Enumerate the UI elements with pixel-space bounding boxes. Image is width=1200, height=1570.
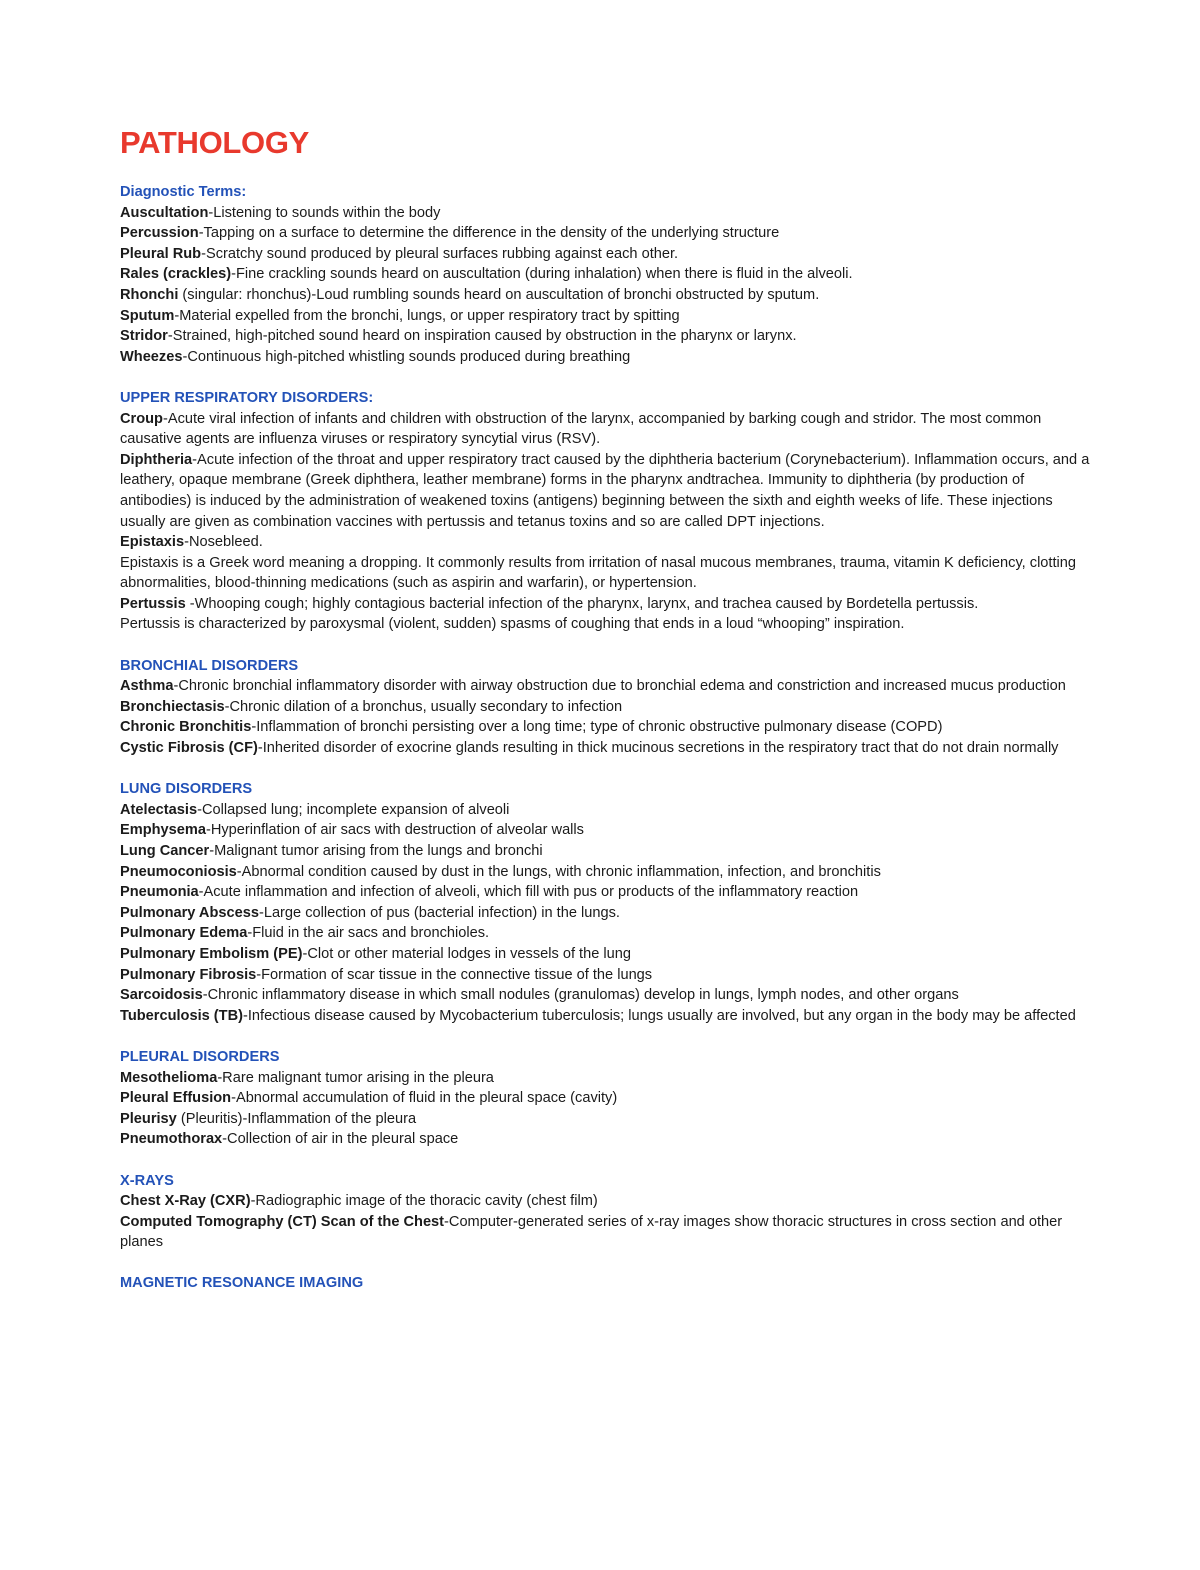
term-entry (120, 223, 1095, 244)
term-definition: -Material expelled from the bronchi, lungs, or upper respiratory tract by spitting (174, 307, 680, 324)
section-heading: Diagnostic Terms: (120, 184, 247, 200)
section (120, 1047, 1095, 1150)
term-definition: -Chronic dilation of a bronchus, usually secondary to infection (224, 698, 623, 715)
term-definition: -Nosebleed. (184, 534, 263, 551)
term-entry (120, 1088, 1095, 1109)
section (120, 388, 1095, 635)
term-entry (120, 1191, 1095, 1212)
term-label: Croup (120, 410, 163, 427)
term-definition: -Strained, high-pitched sound heard on inspiration caused by obstruction in the pharynx or larynx. (167, 328, 797, 345)
term-entry (120, 985, 1095, 1006)
term-label: Cystic Fibrosis (CF) (120, 740, 258, 757)
term-definition: -Rare malignant tumor arising in the pleura (217, 1069, 494, 1086)
term-entry (120, 1068, 1095, 1089)
term-entry (120, 553, 1095, 594)
term-label: Mesothelioma (120, 1069, 218, 1086)
term-definition: -Inflammation of bronchi persisting over a long time; type of chronic obstructive pulmonary disease (COPD) (251, 719, 943, 736)
term-label: Pulmonary Fibrosis (120, 966, 257, 983)
section (120, 1273, 1095, 1294)
section (120, 182, 1095, 367)
term-label: Sarcoidosis (120, 987, 203, 1004)
section (120, 656, 1095, 759)
term-entry (120, 409, 1095, 450)
sections-container (120, 182, 1095, 1294)
term-definition: (singular: rhonchus)-Loud rumbling sounds heard on auscultation of bronchi obstructed by sputum. (178, 286, 820, 303)
term-definition: -Tapping on a surface to determine the difference in the density of the underlying structure (198, 225, 780, 242)
term-entry (120, 841, 1095, 862)
term-entry (120, 326, 1095, 347)
term-definition: -Fine crackling sounds heard on auscultation (during inhalation) when there is fluid in the alveoli. (231, 266, 853, 283)
term-entry (120, 306, 1095, 327)
term-entry (120, 820, 1095, 841)
term-entry (120, 285, 1095, 306)
term-definition: -Listening to sounds within the body (208, 204, 441, 221)
term-definition: -Acute inflammation and infection of alveoli, which fill with pus or products of the inflammatory reaction (198, 884, 859, 901)
term-label: Emphysema (120, 822, 206, 839)
term-definition: Epistaxis is a Greek word meaning a dropping. It commonly results from irritation of nasal mucous membranes, trauma, vitamin K deficiency, clotting abnormalities, blood-thinning medications (such as aspirin and warfarin), or hypertension. (120, 554, 1077, 592)
term-definition: -Hyperinflation of air sacs with destruction of alveolar walls (205, 822, 584, 839)
term-label: Auscultation (120, 204, 209, 221)
term-definition: -Abnormal condition caused by dust in the lungs, with chronic inflammation, infection, and bronchitis (236, 863, 881, 880)
term-label: Rales (crackles) (120, 266, 232, 283)
term-label: Percussion (120, 225, 199, 242)
term-entry (120, 903, 1095, 924)
term-definition: Pertussis is characterized by paroxysmal (violent, sudden) spasms of coughing that ends in a loud “whooping” inspiration. (120, 616, 905, 633)
section-heading: LUNG DISORDERS (120, 781, 253, 798)
term-entry (120, 944, 1095, 965)
term-definition: -Chronic inflammatory disease in which small nodules (granulomas) develop in lungs, lymph nodes, and other organs (202, 987, 959, 1004)
term-entry (120, 1129, 1095, 1150)
term-definition: -Fluid in the air sacs and bronchioles. (247, 925, 490, 942)
term-label: Pertussis (120, 595, 186, 612)
term-entry (120, 1109, 1095, 1130)
section (120, 779, 1095, 1026)
term-definition: -Acute viral infection of infants and children with obstruction of the larynx, accompanied by barking cough and stridor. The most common causative agents are influenza viruses or respiratory syncytial virus (RSV). (120, 410, 1042, 448)
term-definition: -Clot or other material lodges in vessels of the lung (302, 945, 631, 962)
term-label: Asthma (120, 678, 174, 695)
term-definition: -Formation of scar tissue in the connective tissue of the lungs (256, 966, 653, 983)
term-definition: -Whooping cough; highly contagious bacterial infection of the pharynx, larynx, and trachea caused by Bordetella pertussis. (185, 595, 979, 612)
term-label: Pleurisy (120, 1110, 177, 1127)
term-definition: -Radiographic image of the thoracic cavity (chest film) (250, 1193, 598, 1210)
term-definition: -Large collection of pus (bacterial infection) in the lungs. (258, 904, 620, 921)
term-label: Computed Tomography (CT) Scan of the Chest (120, 1213, 445, 1230)
term-label: Rhonchi (120, 286, 179, 303)
term-definition: -Collection of air in the pleural space (222, 1131, 459, 1148)
term-label: Chest X-Ray (CXR) (120, 1193, 251, 1210)
term-definition: -Collapsed lung; incomplete expansion of alveoli (197, 801, 510, 818)
term-label: Wheezes (120, 348, 183, 365)
term-entry (120, 614, 1095, 635)
term-entry (120, 1006, 1095, 1027)
term-entry (120, 882, 1095, 903)
term-label: Pulmonary Embolism (PE) (120, 945, 303, 962)
term-definition: -Chronic bronchial inflammatory disorder with airway obstruction due to bronchial edema and constriction and increased mucus production (173, 678, 1066, 695)
document-body (120, 126, 1095, 1315)
term-entry (120, 965, 1095, 986)
term-definition: -Acute infection of the throat and upper respiratory tract caused by the diphtheria bacterium (Corynebacterium). Inflammation occurs, and a leathery, opaque membrane (Greek diphthera, leather membrane) forms in the pharynx andtrachea. Immunity to diphtheria (by production of antibodies) is induced by the administration of weakened toxins (antigens) beginning between the sixth and eighth weeks of life. These injections usually are given as combination vaccines with pertussis and tetanus toxins and so are called DPT injections. (120, 451, 1090, 530)
term-entry (120, 264, 1095, 285)
term-entry (120, 594, 1095, 615)
section-heading: PLEURAL DISORDERS (120, 1048, 280, 1065)
term-entry (120, 532, 1095, 553)
term-label: Bronchiectasis (120, 698, 225, 715)
term-label: Epistaxis (120, 534, 185, 551)
term-definition: -Continuous high-pitched whistling sounds produced during breathing (182, 348, 631, 365)
term-entry (120, 697, 1095, 718)
section-heading: UPPER RESPIRATORY DISORDERS: (120, 389, 374, 406)
term-label: Chronic Bronchitis (120, 719, 252, 736)
term-entry (120, 1212, 1095, 1253)
term-label: Pneumonia (120, 884, 199, 901)
term-label: Tuberculosis (TB) (120, 1007, 243, 1024)
term-entry (120, 244, 1095, 265)
term-entry (120, 738, 1095, 759)
term-label: Atelectasis (120, 801, 198, 818)
term-label: Sputum (120, 307, 175, 324)
term-label: Pleural Rub (120, 245, 202, 262)
term-definition: -Abnormal accumulation of fluid in the pleural space (cavity) (231, 1090, 618, 1107)
term-definition: -Computer-generated series of x-ray images show thoracic structures in cross section and other planes (120, 1213, 1063, 1251)
term-label: Pneumothorax (120, 1131, 223, 1148)
term-label: Pleural Effusion (120, 1090, 232, 1107)
term-definition: -Malignant tumor arising from the lungs and bronchi (209, 843, 543, 859)
term-label: Pulmonary Edema (120, 925, 248, 942)
section-heading: BRONCHIAL DISORDERS (120, 657, 299, 674)
term-label: Stridor (120, 328, 168, 345)
term-definition: -Scratchy sound produced by pleural surfaces rubbing against each other. (201, 245, 679, 262)
term-definition: -Infectious disease caused by Mycobacterium tuberculosis; lungs usually are involved, but any organ in the body may be affected (242, 1007, 1076, 1024)
term-entry (120, 676, 1095, 697)
term-definition: -Inherited disorder of exocrine glands resulting in thick mucinous secretions in the respiratory tract that do not drain normally (257, 740, 1059, 757)
term-entry (120, 203, 1095, 224)
term-label: Pulmonary Abscess (120, 904, 259, 921)
section-heading: MAGNETIC RESONANCE IMAGING (120, 1275, 364, 1292)
term-entry (120, 923, 1095, 944)
term-entry (120, 717, 1095, 738)
term-entry (120, 450, 1095, 532)
term-entry (120, 347, 1095, 368)
page-title: PATHOLOGY (120, 125, 310, 160)
term-definition: (Pleuritis)-Inflammation of the pleura (176, 1110, 417, 1127)
term-entry (120, 862, 1095, 883)
section-heading: X-RAYS (120, 1172, 174, 1189)
term-entry (120, 800, 1095, 821)
term-label: Lung Cancer (120, 843, 210, 859)
term-label: Diphtheria (120, 451, 193, 468)
section (120, 1171, 1095, 1253)
term-label: Pneumoconiosis (120, 863, 237, 880)
